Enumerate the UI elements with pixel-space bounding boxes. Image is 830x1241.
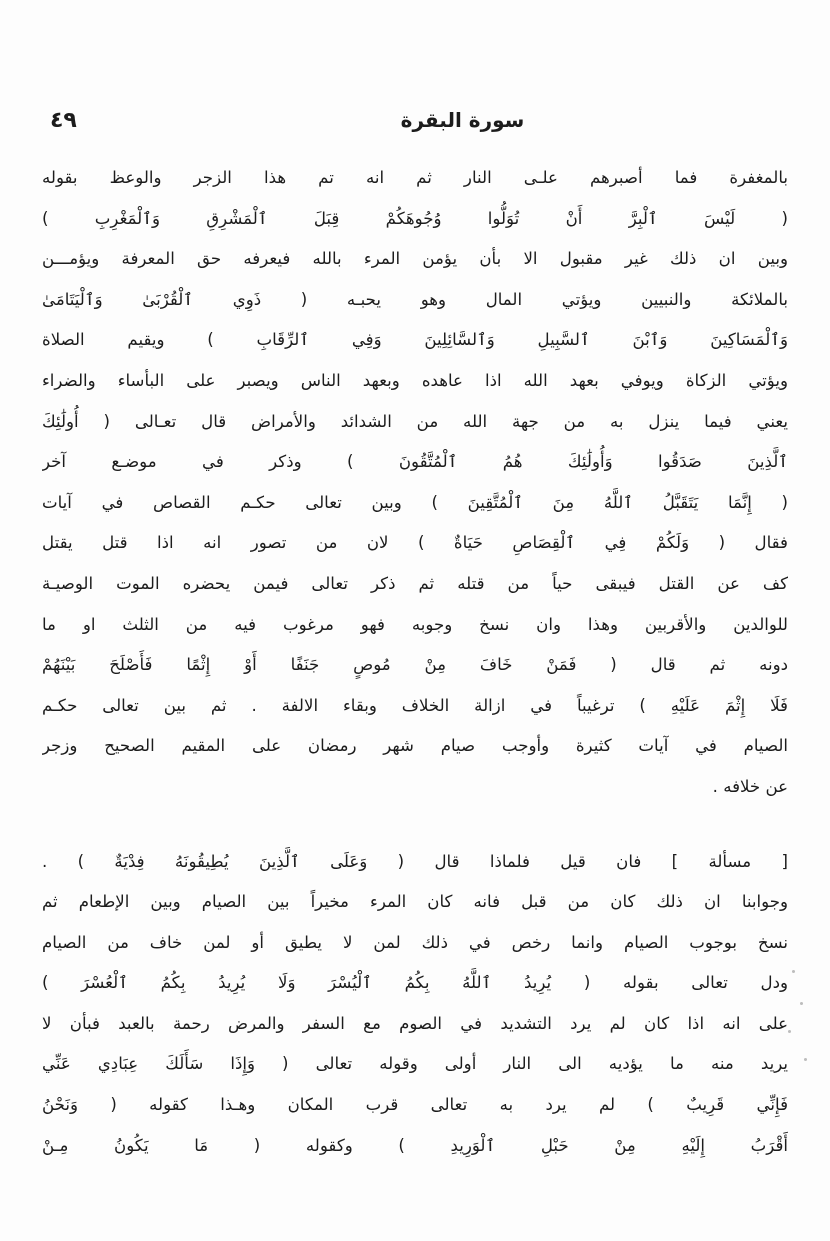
text-line: دونه ثم قال ( فَمَنْ خَافَ مِنْ مُوصٍ جَنَفًا أَوْ إِثْمًا فَأَصْلَحَ بَيْنَهُمْ — [42, 655, 788, 675]
text-line: وجوابنا ان ذلك كان من قبل فانه كان المرء مخيراً بين الصيام وبين الإطعام ثم — [42, 892, 788, 912]
scan-speck — [800, 1002, 803, 1005]
text-line: على انه اذا كان لم يرد التشديد في الصوم مع السفر والمرض رحمة بالعبد فبأن لا — [42, 1013, 788, 1033]
text-line: نسخ بوجوب الصيام وانما رخص في ذلك لمن لا يطيق أو لمن خاف من الصيام — [42, 932, 788, 952]
text-line: بالمغفرة فما أصبرهم علـى النار ثم انه تم هذا الزجر والوعظ بقوله — [42, 168, 788, 187]
surah-title: سورة البقرة — [400, 108, 525, 132]
text-line: وَٱلْمَسَاكِينَ وَٱبْنَ ٱلسَّبِيلِ وَٱلسَّائِلِينَ وَفِي ٱلرِّقَابِ ) ويقيم الصلاة — [42, 330, 788, 350]
text-line: ( لَيْسَ ٱلْبِرَّ أَنْ تُوَلُّوا وُجُوهَكُمْ قِبَلَ ٱلْمَشْرِقِ وَٱلْمَغْرِبِ ) — [42, 208, 788, 228]
scan-speck — [788, 1030, 791, 1033]
scan-specks — [782, 960, 822, 1080]
text-line: فَلَا إِثْمَ عَلَيْهِ ) ترغيباً في ازالة الخلاف وبقاء الالفة . ثم بين تعالى حكـم — [42, 695, 788, 715]
text-line: ٱلَّذِينَ صَدَقُوا وَأُولَٰئِكَ هُمُ ٱلْمُتَّقُونَ ) وذكر في موضـع آخر — [42, 452, 788, 472]
text-line: عن خلافه . — [712, 776, 788, 796]
page-header — [50, 108, 785, 148]
text-line: الصيام في آيات كثيرة وأوجب صيام شهر رمضان على المقيم الصحيح وزجر — [42, 736, 788, 756]
text-line: ( إِنَّمَا يَتَقَبَّلُ ٱللَّهُ مِنَ ٱلْمُتَّقِينَ ) وبين تعالى حكـم القصاص في آيات — [42, 492, 788, 512]
text-line: ويؤتي الزكاة ويوفي بعهد الله اذا عاهده وبعهد الناس ويصبر على البأساء والضراء — [42, 370, 788, 390]
text-line: وبين ان ذلك غير مقبول الا بأن يؤمن المرء بالله فيعرفه حق المعرفة ويؤمـــن — [42, 249, 788, 269]
paragraph-1 — [42, 158, 788, 808]
paragraph-gap — [42, 808, 788, 842]
text-line: يعني فيما ينزل به من جهة الله من الشدائد والأمراض قال تعـالى ( أُولَٰئِكَ — [42, 411, 788, 431]
scan-speck — [792, 970, 795, 973]
page-number: ٤٩ — [50, 108, 77, 133]
text-line: ودل تعالى بقوله ( يُرِيدُ ٱللَّهُ بِكُمُ ٱلْيُسْرَ وَلَا يُرِيدُ بِكُمُ ٱلْعُسْرَ ) — [42, 973, 788, 993]
text-line: أَقْرَبُ إِلَيْهِ مِنْ حَبْلِ ٱلْوَرِيدِ ) وكقوله ( مَا يَكُونُ مِـنْ — [42, 1135, 788, 1155]
text-line: فقال ( وَلَكُمْ فِي ٱلْقِصَاصِ حَيَاةٌ ) لان من تصور انه اذا قتل يقتل — [42, 533, 788, 553]
scan-speck — [804, 1058, 807, 1061]
text-line: [ مسألة ] فان قيل فلماذا قال ( وَعَلَى ٱلَّذِينَ يُطِيقُونَهُ فِدْيَةٌ ) . — [42, 851, 788, 871]
text-line: كف عن القتل فيبقى حياً من قتله ثم ذكر تعالى فيمن يحضره الموت الوصيـة — [42, 573, 788, 593]
text-line: للوالدين والأقربين وهذا وان نسخ وجوبه فهو مرغوب فيه من الثلث او ما — [42, 614, 788, 634]
text-line: فَإِنِّي قَرِيبٌ ) لم يرد به تعالى قرب المكان وهـذا كقوله ( وَنَحْنُ — [42, 1095, 788, 1115]
paragraph-2 — [42, 842, 788, 1167]
text-line: بالملائكة والنبيين ويؤتي المال وهو يحبـه ( ذَوِي ٱلْقُرْبَىٰ وَٱلْيَتَامَىٰ — [42, 289, 788, 309]
body-text — [42, 158, 788, 1166]
text-line: يريد منه ما يؤديه الى النار أولى وقوله تعالى ( وَإِذَا سَأَلَكَ عِبَادِي عَنِّي — [42, 1054, 788, 1074]
